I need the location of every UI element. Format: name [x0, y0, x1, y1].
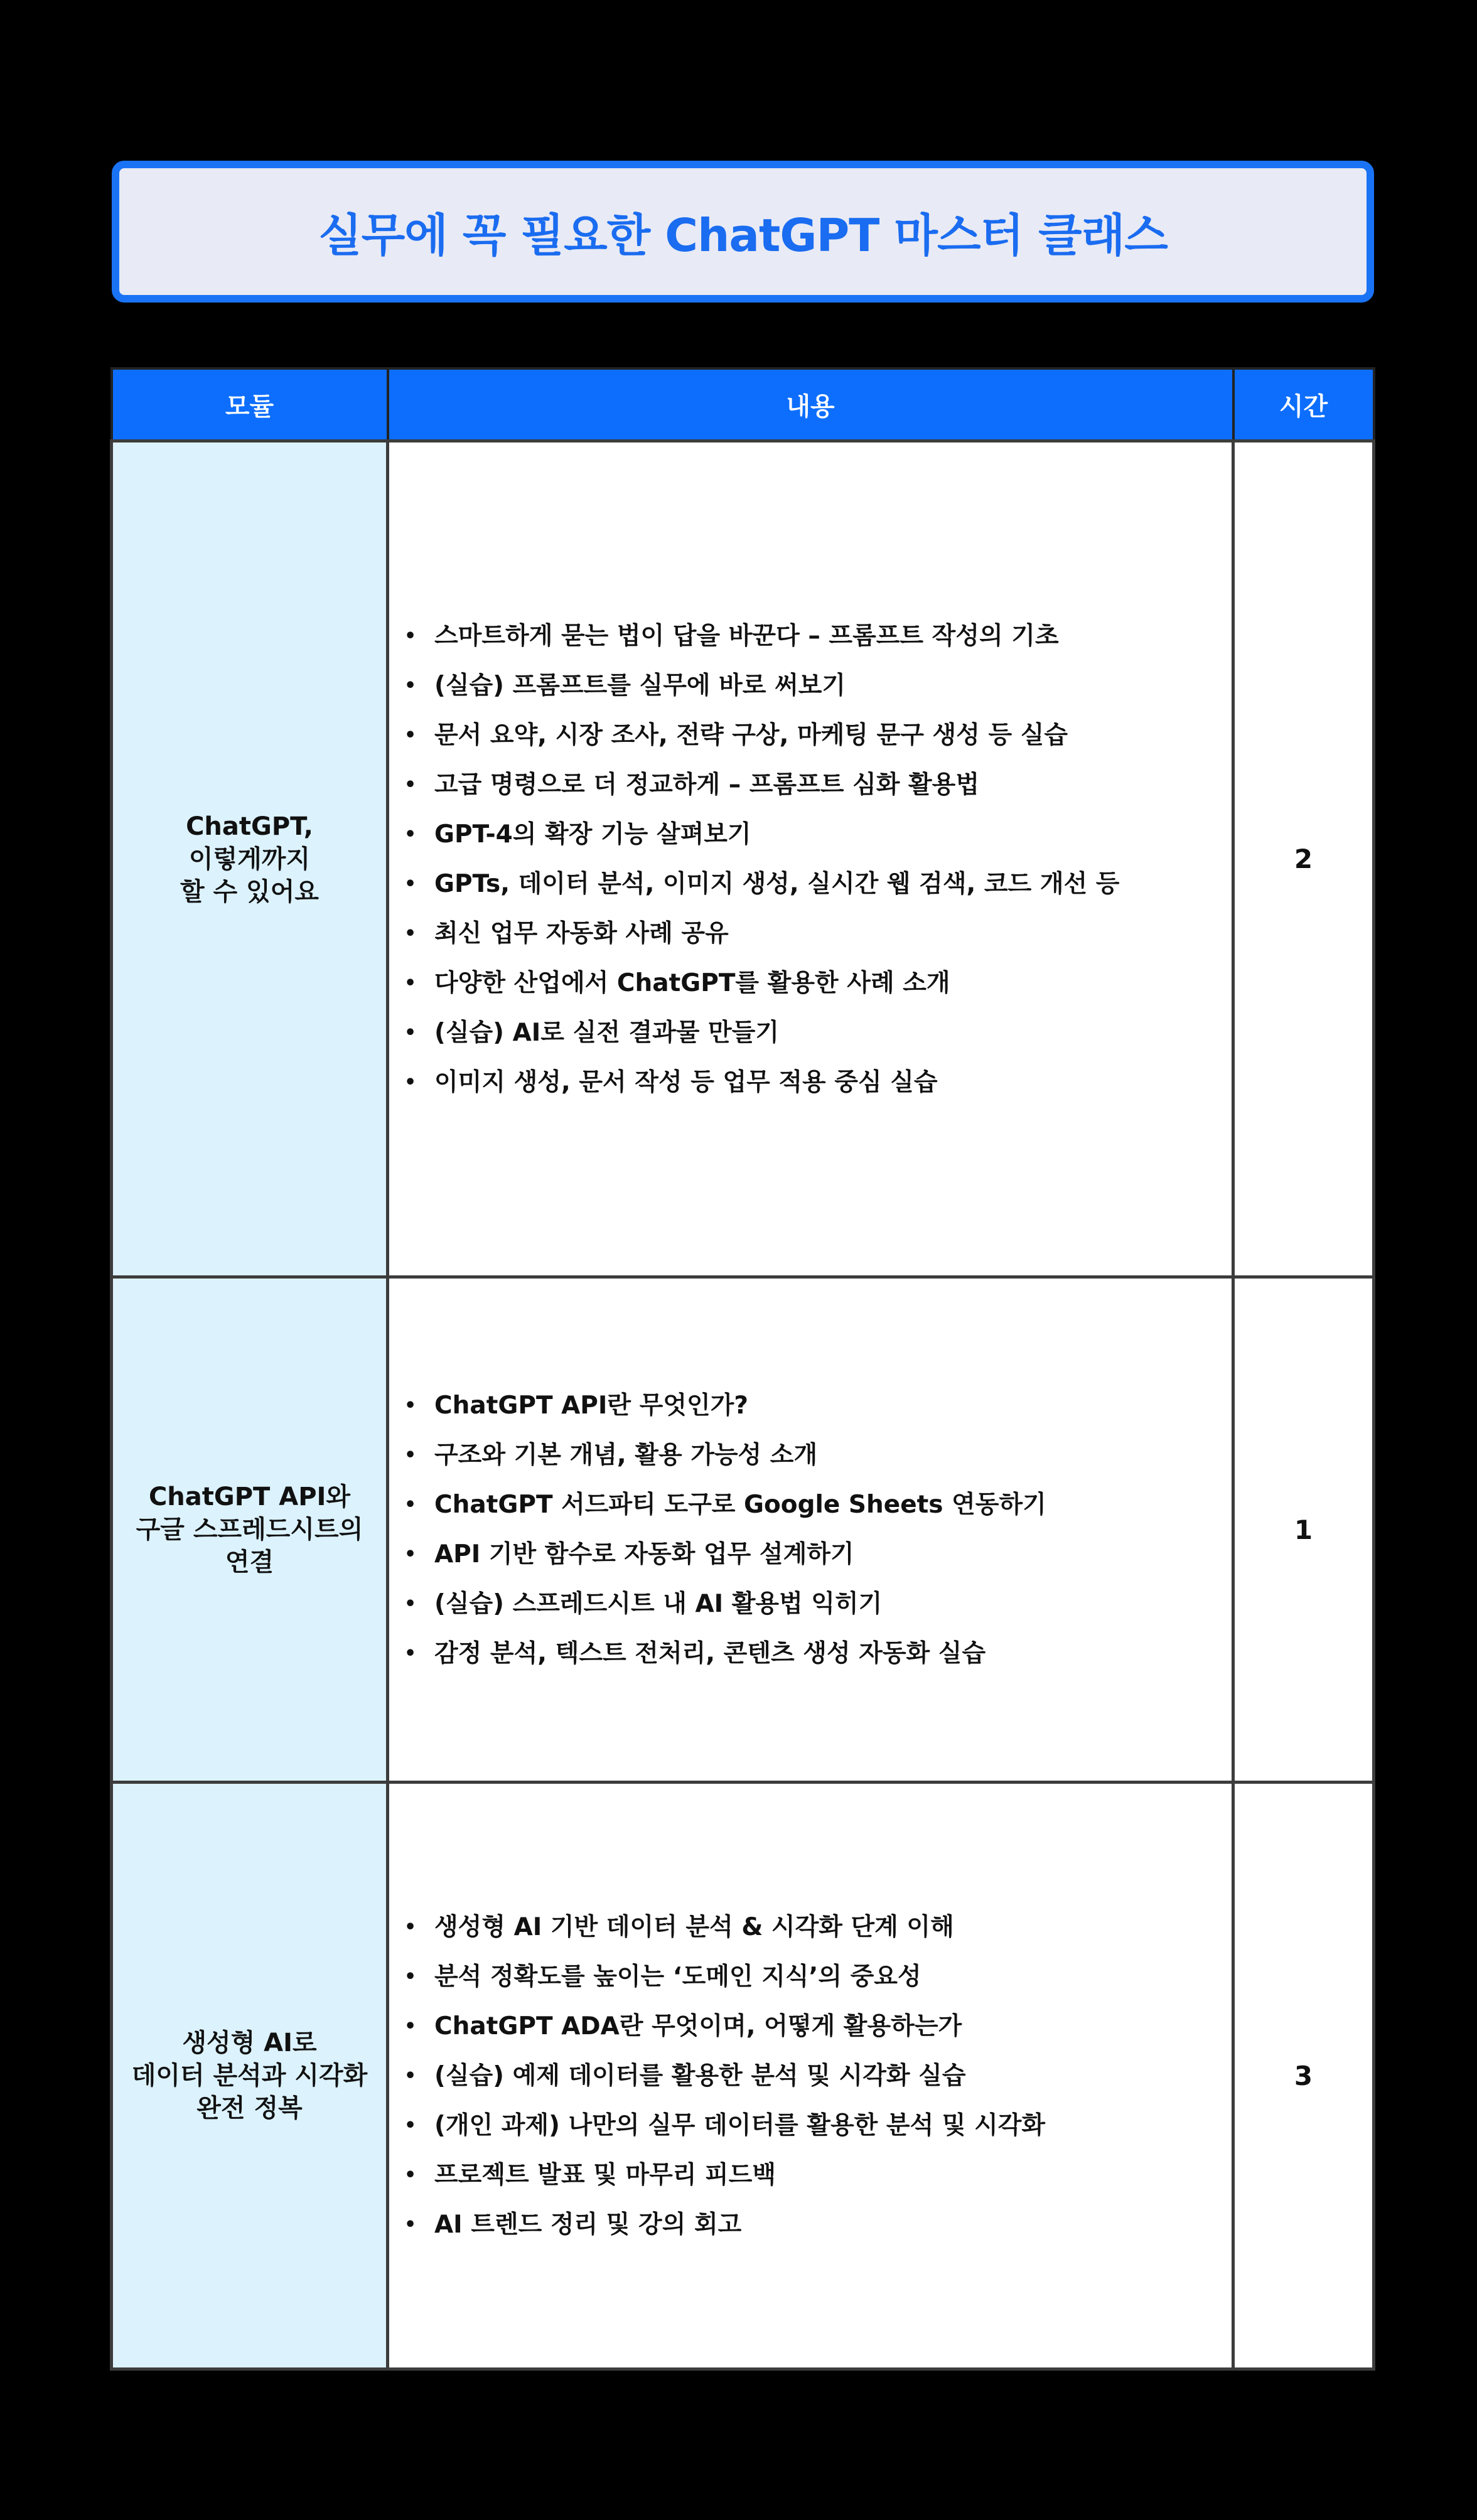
- list-item-text: 다양한 산업에서 ChatGPT를 활용한 사례 소개: [434, 968, 950, 997]
- list-item-text: GPT-4의 확장 기능 살펴보기: [434, 820, 751, 849]
- bullet-icon: •: [404, 1965, 417, 1988]
- list-item-text: 스마트하게 묻는 법이 답을 바꾼다 – 프롬프트 작성의 기초: [434, 621, 1059, 650]
- module-title-line: ChatGPT API와: [148, 1483, 351, 1511]
- list-item-text: (실습) 스프레드시트 내 AI 활용법 익히기: [434, 1590, 883, 1618]
- bullet-icon: •: [404, 625, 417, 647]
- list-item-text: API 기반 함수로 자동화 업무 설계하기: [434, 1540, 854, 1568]
- content-list: [389, 1381, 1232, 1678]
- bullet-icon: •: [404, 1494, 417, 1516]
- list-item: [404, 661, 1232, 710]
- list-item-text: 감정 분석, 텍스트 전처리, 콘텐츠 생성 자동화 실습: [434, 1639, 986, 1668]
- list-item-text: 최신 업무 자동화 사례 공유: [434, 919, 729, 948]
- table-row: [112, 1783, 1374, 2369]
- list-item-text: 구조와 기본 개념, 활용 가능성 소개: [434, 1441, 818, 1469]
- list-item: [404, 859, 1232, 909]
- bullet-icon: •: [404, 674, 417, 697]
- list-item: [404, 2051, 1232, 2101]
- hours-cell: 3: [1233, 1783, 1374, 2369]
- list-item: [404, 1381, 1232, 1430]
- module-cell: [112, 1277, 388, 1783]
- list-item: [404, 958, 1232, 1008]
- bullet-icon: •: [404, 922, 417, 945]
- bullet-icon: •: [404, 1071, 417, 1093]
- list-item-text: (실습) 예제 데이터를 활용한 분석 및 시각화 실습: [434, 2061, 966, 2090]
- list-item: [404, 2150, 1232, 2200]
- content-list: [389, 1902, 1232, 2249]
- module-title-line: 연결: [225, 1548, 274, 1577]
- header-module: 모듈: [112, 368, 388, 441]
- list-item: [404, 2200, 1232, 2249]
- content-cell: [388, 1277, 1233, 1783]
- list-item: [404, 1008, 1232, 1058]
- list-item: [404, 1579, 1232, 1629]
- content-list: [389, 611, 1232, 1107]
- bullet-icon: •: [404, 2213, 417, 2236]
- table-row: [112, 1277, 1374, 1783]
- list-item: [404, 1480, 1232, 1530]
- header-content: 내용: [388, 368, 1233, 441]
- module-title-line: 생성형 AI로: [182, 2029, 317, 2057]
- bullet-icon: •: [404, 1395, 417, 1417]
- page-title: 실무에 꼭 필요한 ChatGPT 마스터 클래스: [318, 209, 1168, 262]
- list-item: [404, 611, 1232, 661]
- list-item: [404, 810, 1232, 859]
- list-item: [404, 760, 1232, 810]
- bullet-icon: •: [404, 1593, 417, 1615]
- module-cell: [112, 441, 388, 1277]
- list-item: [404, 2002, 1232, 2051]
- module-title-line: 데이터 분석과 시각화: [131, 2061, 368, 2090]
- list-item-text: ChatGPT 서드파티 도구로 Google Sheets 연동하기: [434, 1491, 1046, 1519]
- bullet-icon: •: [404, 1444, 417, 1466]
- bullet-icon: •: [404, 1643, 417, 1665]
- module-title-line: 구글 스프레드시트의: [136, 1515, 363, 1544]
- bullet-icon: •: [404, 2064, 417, 2087]
- list-item-text: (실습) 프롬프트를 실무에 바로 써보기: [434, 671, 846, 700]
- list-item-text: 고급 명령으로 더 정교하게 – 프롬프트 심화 활용법: [434, 770, 980, 799]
- module-title-line: ChatGPT,: [186, 812, 313, 841]
- content-cell: [388, 1783, 1233, 2369]
- bullet-icon: •: [404, 972, 417, 994]
- header-hours: 시간: [1233, 368, 1374, 441]
- module-title-line: 완전 정복: [196, 2094, 303, 2123]
- bullet-icon: •: [404, 773, 417, 796]
- list-item: [404, 909, 1232, 958]
- list-item-text: GPTs, 데이터 분석, 이미지 생성, 실시간 웹 검색, 코드 개선 등: [434, 869, 1120, 898]
- list-item: [404, 1902, 1232, 1952]
- list-item-text: 분석 정확도를 높이는 ‘도메인 지식’의 중요성: [434, 1962, 921, 1991]
- bullet-icon: •: [404, 724, 417, 746]
- hours-cell: 1: [1233, 1277, 1374, 1783]
- list-item-text: 이미지 생성, 문서 작성 등 업무 적용 중심 실습: [434, 1068, 938, 1096]
- list-item: [404, 710, 1232, 760]
- module-cell: [112, 1783, 388, 2369]
- list-item: [404, 1530, 1232, 1579]
- list-item: [404, 1629, 1232, 1678]
- module-title-line: 할 수 있어요: [180, 877, 320, 906]
- header-row: [112, 368, 1374, 441]
- list-item-text: 프로젝트 발표 및 마무리 피드백: [434, 2160, 776, 2189]
- list-item: [404, 2101, 1232, 2150]
- list-item: [404, 1430, 1232, 1480]
- title-banner: [112, 161, 1374, 303]
- list-item-text: 생성형 AI 기반 데이터 분석 & 시각화 단계 이해: [434, 1912, 954, 1941]
- bullet-icon: •: [404, 872, 417, 895]
- bullet-icon: •: [404, 2114, 417, 2137]
- list-item-text: (개인 과제) 나만의 실무 데이터를 활용한 분석 및 시각화: [434, 2111, 1046, 2140]
- module-title-line: 이렇게까지: [188, 844, 311, 874]
- bullet-icon: •: [404, 1021, 417, 1044]
- content-cell: [388, 441, 1233, 1277]
- bullet-icon: •: [404, 2163, 417, 2186]
- bullet-icon: •: [404, 823, 417, 845]
- list-item-text: AI 트렌드 정리 및 강의 회고: [434, 2210, 742, 2239]
- list-item-text: ChatGPT API란 무엇인가?: [434, 1391, 748, 1420]
- list-item: [404, 1058, 1232, 1107]
- list-item-text: ChatGPT ADA란 무엇이며, 어떻게 활용하는가: [434, 2012, 962, 2040]
- list-item-text: (실습) AI로 실전 결과물 만들기: [434, 1018, 780, 1047]
- list-item: [404, 1952, 1232, 2002]
- bullet-icon: •: [404, 1543, 417, 1565]
- bullet-icon: •: [404, 1916, 417, 1938]
- hours-cell: 2: [1233, 441, 1374, 1277]
- bullet-icon: •: [404, 2015, 417, 2037]
- list-item-text: 문서 요약, 시장 조사, 전략 구상, 마케팅 문구 생성 등 실습: [434, 721, 1068, 749]
- table-row: [112, 441, 1374, 1277]
- curriculum-table: [110, 367, 1375, 2371]
